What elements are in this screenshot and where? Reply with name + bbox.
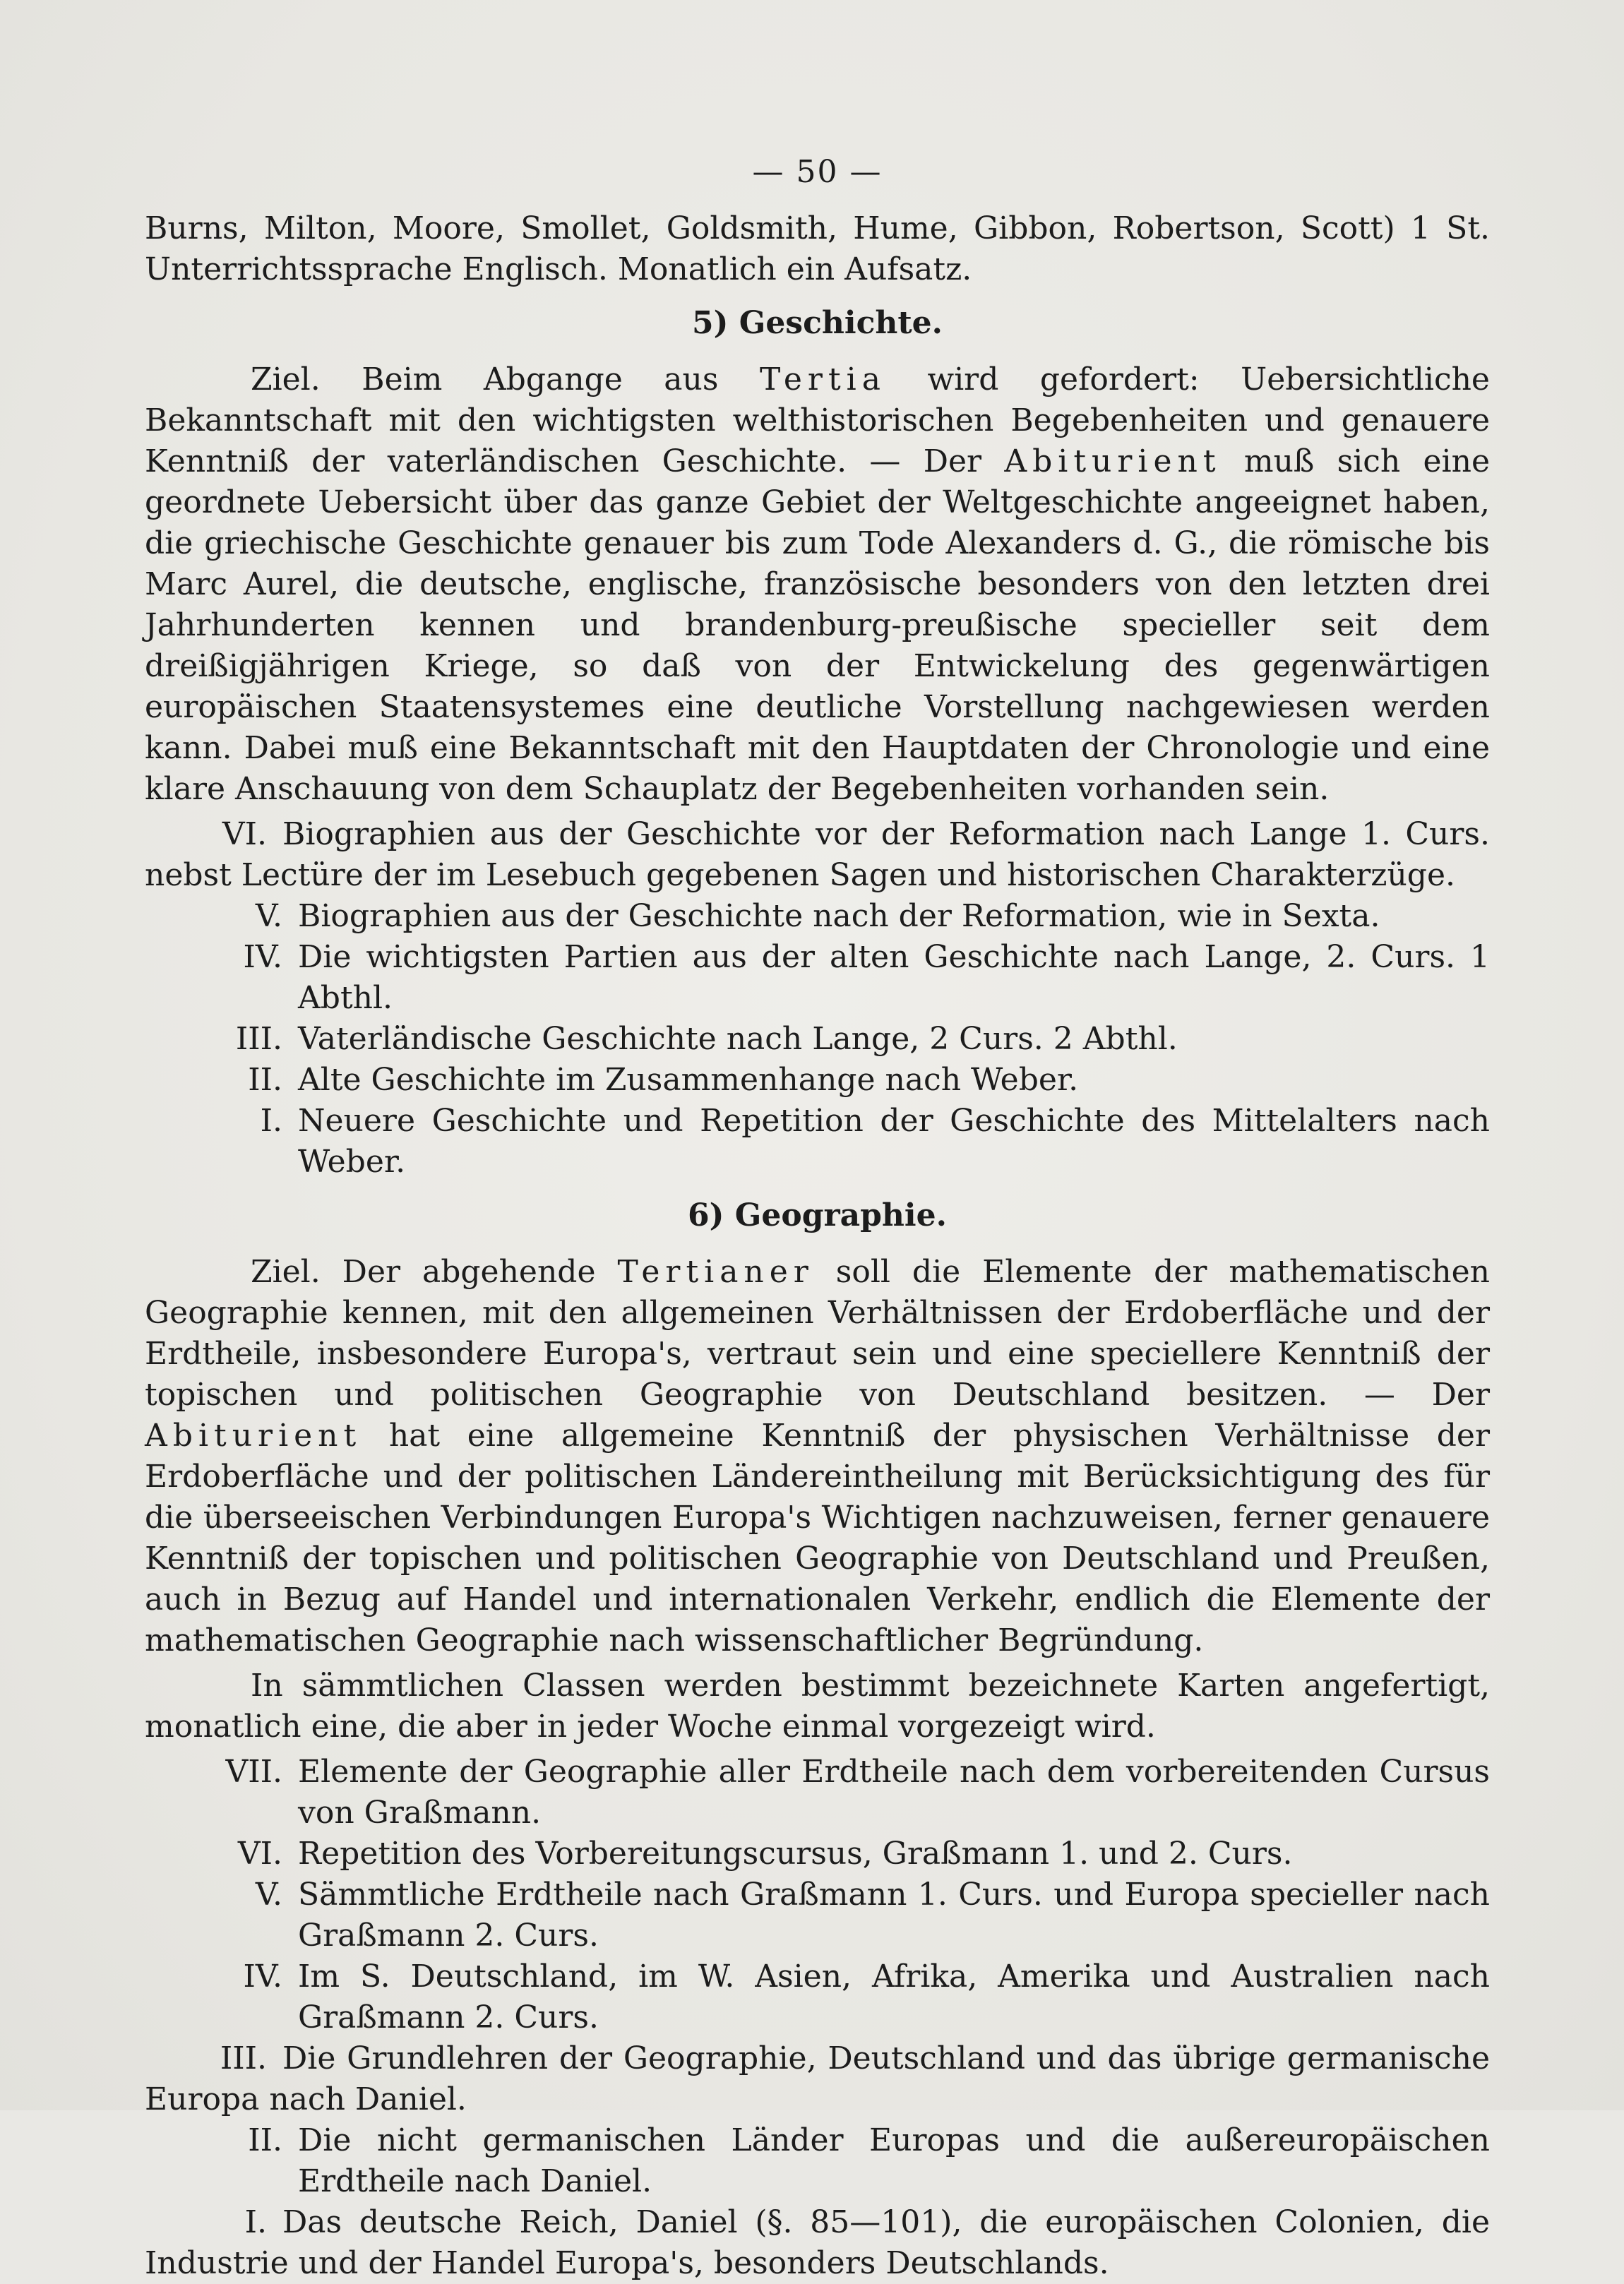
entry-number: III. xyxy=(235,1021,282,1057)
entry-number: V. xyxy=(255,898,282,934)
entry-text: Sämmtliche Erdtheile nach Graßmann 1. Curs. und Europa specieller nach Graßmann 2. Curs. xyxy=(298,1877,1490,1954)
entry-number: VI. xyxy=(237,1836,282,1872)
history-entry-i xyxy=(145,1101,1490,1183)
geography-goal-tertianer: Tertianer xyxy=(617,1254,814,1290)
entry-text: Neuere Geschichte und Repetition der Geschichte des Mittelalters nach Weber. xyxy=(298,1103,1490,1180)
entry-text: Im S. Deutschland, im W. Asien, Afrika, Amerika und Australien nach Graßmann 2. Curs. xyxy=(298,1959,1490,2035)
geography-heading: 6) Geographie. xyxy=(688,1197,947,1233)
entry-number: III. xyxy=(220,2040,267,2076)
entry-text: Die nicht germanischen Länder Europas und die außereuropäischen Erdtheile nach Daniel. xyxy=(298,2122,1490,2199)
text-block xyxy=(145,152,1490,2284)
entry-number: I. xyxy=(244,2204,267,2240)
geography-maps-paragraph: In sämmtlichen Classen werden bestimmt bezeichnete Karten angefertigt, monatlich eine, die aber in jeder Woche einmal vorgezeigt wird. xyxy=(145,1668,1490,1745)
geography-entry-v xyxy=(145,1875,1490,1956)
geography-entry-vi xyxy=(145,1834,1490,1875)
entry-number: VII. xyxy=(225,1754,282,1790)
history-curriculum-list xyxy=(145,814,1490,1183)
history-entry-vi xyxy=(145,814,1490,896)
history-entry-v xyxy=(145,896,1490,937)
entry-number: IV. xyxy=(243,939,282,975)
entry-text: Alte Geschichte im Zusammenhange nach Weber. xyxy=(298,1062,1079,1098)
entry-number: IV. xyxy=(243,1959,282,1995)
entry-number: II. xyxy=(248,1062,282,1098)
geography-goal-part-b: soll die Elemente der mathematischen Geographie kennen, mit den allgemeinen Verhältnissen der Erdoberfläche und der Erdtheile, insbesondere Europa's, vertraut sein und eine speciellere Kenntniß der topischen und politischen Geographie von Deutschland besitzen. — Der xyxy=(145,1254,1490,1413)
geography-entry-iii xyxy=(145,2038,1490,2120)
entry-number: II. xyxy=(248,2122,282,2158)
entry-text: Biographien aus der Geschichte vor der Reformation nach Lange 1. Curs. nebst Lectüre der im Lesebuch gegebenen Sagen und historischen Charakterzüge. xyxy=(145,816,1490,893)
history-goal-tertia: Tertia xyxy=(759,361,886,397)
geography-entry-ii xyxy=(145,2120,1490,2202)
history-entry-ii xyxy=(145,1060,1490,1101)
history-goal-part-a: Ziel. Beim Abgange aus xyxy=(251,361,719,397)
history-goal-abiturient: Abiturient xyxy=(1004,443,1222,479)
geography-goal-part-a: Ziel. Der abgehende xyxy=(251,1254,596,1290)
entry-text: Biographien aus der Geschichte nach der Reformation, wie in Sexta. xyxy=(298,898,1380,934)
geography-entry-i xyxy=(145,2202,1490,2284)
geography-entry-vii xyxy=(145,1752,1490,1834)
entry-text: Elemente der Geographie aller Erdtheile nach dem vorbereitenden Cursus von Graßmann. xyxy=(298,1754,1490,1831)
entry-text: Die Grundlehren der Geographie, Deutschland und das übrige germanische Europa nach Daniel. xyxy=(145,2040,1490,2117)
history-entry-iv xyxy=(145,937,1490,1019)
entry-number: V. xyxy=(255,1877,282,1913)
history-goal-part-b: wird gefordert: Uebersichtliche Bekanntschaft mit den wichtigsten welthistorischen Begebenheiten und genauere Kenntniß der vaterländischen Geschichte. — Der xyxy=(145,361,1490,479)
entry-text: Vaterländische Geschichte nach Lange, 2 Curs. 2 Abthl. xyxy=(298,1021,1178,1057)
entry-text: Die wichtigsten Partien aus der alten Geschichte nach Lange, 2. Curs. 1 Abthl. xyxy=(298,939,1490,1016)
history-goal-part-c: muß sich eine geordnete Uebersicht über das ganze Gebiet der Weltgeschichte angeeignet haben, die griechische Geschichte genauer bis zum Tode Alexanders d. G., die römische bis Marc Aurel, die deutsche, englische, französische besonders von den letzten drei Jahrhunderten kennen und brandenburg-preußische specieller seit dem dreißigjährigen Kriege, so daß von der Entwickelung des gegenwärtigen europäischen Staatensystemes eine deutliche Vorstellung nachgewiesen werden kann. Dabei muß eine Bekanntschaft mit den Hauptdaten der Chronologie und eine klare Anschauung von dem Schauplatz der Begebenheiten vorhanden sein. xyxy=(145,443,1490,807)
geography-entry-iv xyxy=(145,1956,1490,2038)
geography-goal-paragraph xyxy=(145,1252,1490,1661)
page-number: — 50 — xyxy=(752,154,883,190)
history-goal-paragraph xyxy=(145,359,1490,810)
intro-paragraph: Burns, Milton, Moore, Smollet, Goldsmith, Hume, Gibbon, Robertson, Scott) 1 St. Unterrichtssprache Englisch. Monatlich ein Aufsatz. xyxy=(145,210,1490,287)
entry-number: VI. xyxy=(222,816,267,852)
entry-text: Das deutsche Reich, Daniel (§. 85—101), die europäischen Colonien, die Industrie und der Handel Europa's, besonders Deutschlands. xyxy=(145,2204,1490,2281)
geography-goal-part-c: hat eine allgemeine Kenntniß der physischen Verhältnisse der Erdoberfläche und der politischen Ländereintheilung mit Berücksichtigung des für die überseeischen Verbindungen Europa's Wichtigen nachzuweisen, ferner genauere Kenntniß der topischen und politischen Geographie von Deutschland und Preußen, auch in Bezug auf Handel und internationalen Verkehr, endlich die Elemente der mathematischen Geographie nach wissenschaftlicher Begründung. xyxy=(145,1418,1490,1658)
geography-curriculum-list xyxy=(145,1752,1490,2284)
history-entry-iii xyxy=(145,1019,1490,1060)
entry-number: I. xyxy=(260,1103,282,1139)
history-heading: 5) Geschichte. xyxy=(691,305,943,341)
geography-goal-abiturient: Abiturient xyxy=(145,1418,362,1454)
entry-text: Repetition des Vorbereitungscursus, Graßmann 1. und 2. Curs. xyxy=(298,1836,1293,1872)
